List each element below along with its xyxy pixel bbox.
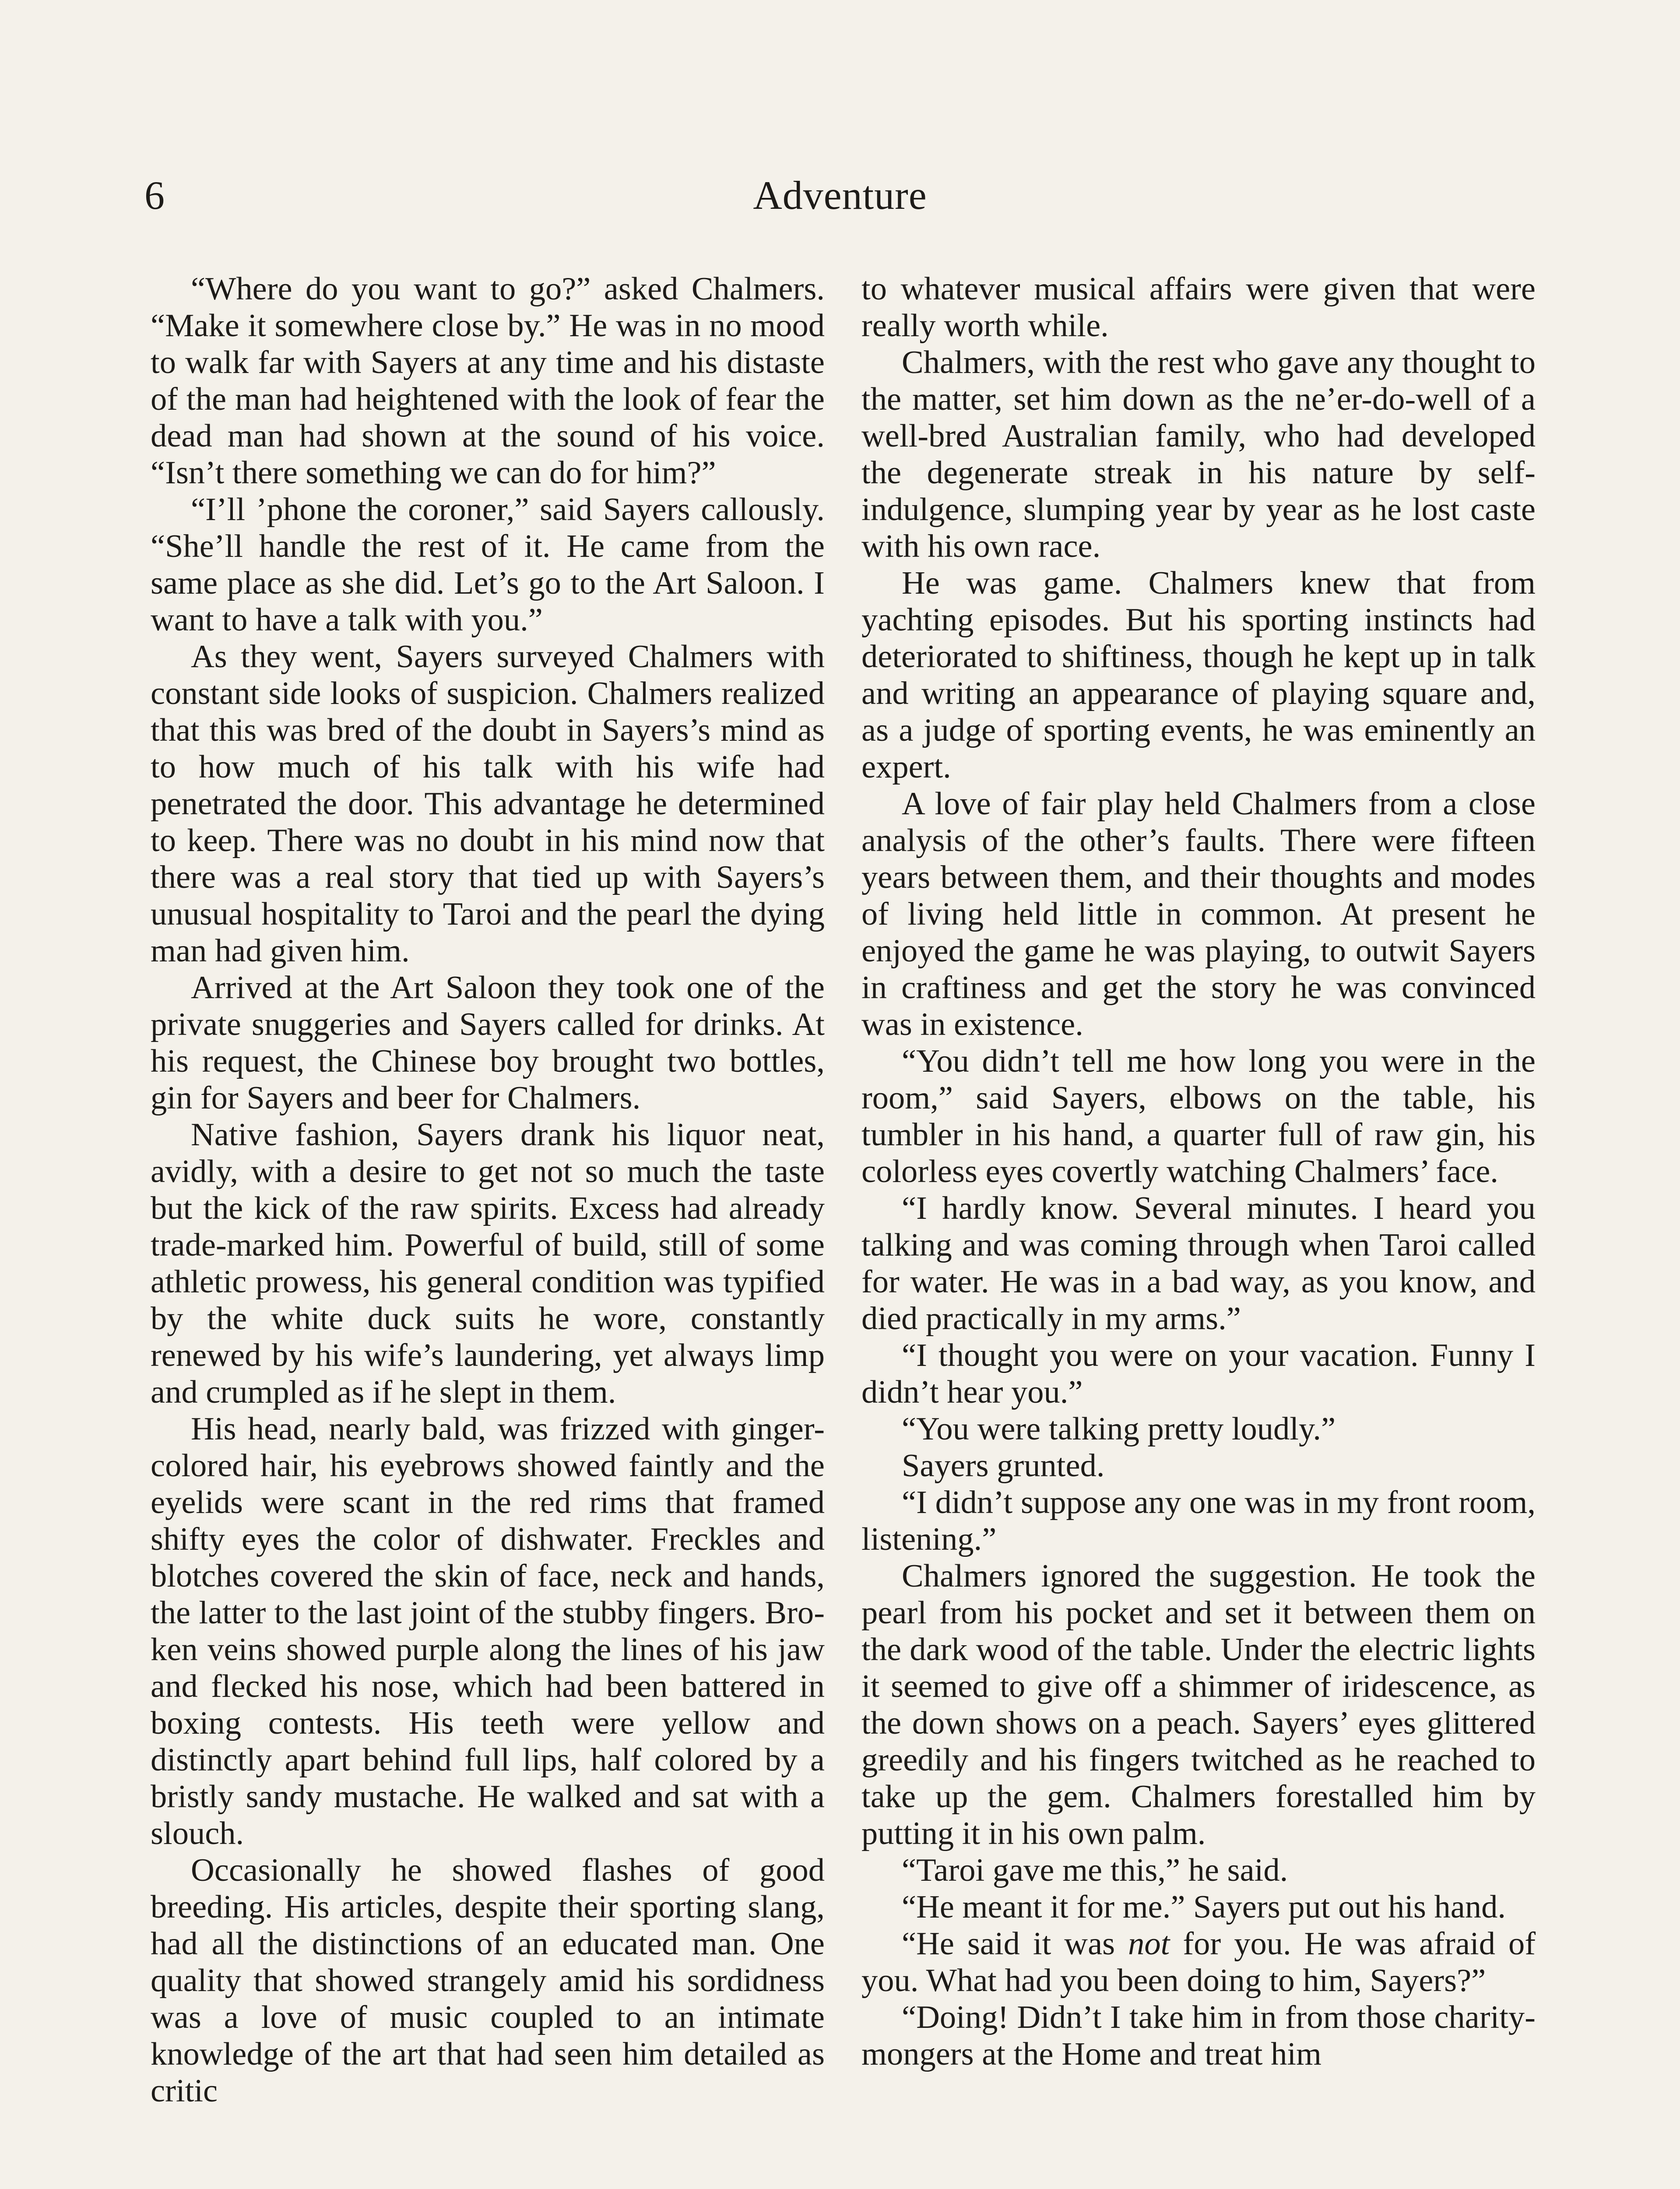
continued-paragraph: to whatever musical affairs were given that were really worth while. bbox=[861, 271, 1536, 344]
paragraph bbox=[861, 1925, 1536, 1999]
paragraph: “You were talking pretty loudly.” bbox=[902, 1411, 1336, 1447]
paragraph: “He meant it for me.” Sayers put out his hand. bbox=[902, 1889, 1506, 1925]
right-text-column bbox=[861, 271, 1536, 2073]
emphasis-text: not bbox=[1128, 1926, 1170, 1962]
paragraph: A love of fair play held Chalmers from a close analysis of the other’s faults. There were fifteen years between them, and their thoughts and modes of living held little in common. At present he enjoyed the game he was playing, to outwit Sayers in craftiness and get the story he was convinced was in existence. bbox=[861, 786, 1536, 1042]
paragraph: Native fashion, Sayers drank his liquor neat, avidly, with a desire to get not so much the taste but the kick of the raw spirits. Excess had already trade-marked him. Powerful of build, still of some athletic prowess, his general condition was typified by the white duck suits he wore, constantly renewed by his wife’s laundering, yet always limp and crumpled as if he slept in them. bbox=[151, 1117, 825, 1410]
paragraph: “I hardly know. Several minutes. I heard you talking and was coming through when Taroi called for water. He was in a bad way, as you know, and died practically in my arms.” bbox=[861, 1190, 1536, 1337]
page-number: 6 bbox=[144, 173, 165, 218]
paragraph: Chalmers ignored the suggestion. He took the pearl from his pocket and set it between them on the dark wood of the table. Under the electric lights it seemed to give off a shimmer of iridescence, as the down shows on a peach. Sayers’ eyes glittered greedily and his fingers twitched as he reached to take up the gem. Chalmers forestalled him by putting it in his own palm. bbox=[861, 1558, 1536, 1851]
paragraph-text: for you. He was afraid of you. What had you been doing to him, Sayers?” bbox=[861, 1926, 1536, 1999]
paragraph: “I thought you were on your vacation. Funny I didn’t hear you.” bbox=[861, 1337, 1536, 1410]
paragraph: “Doing! Didn’t I take him in from those charity-mongers at the Home and treat him bbox=[861, 1999, 1536, 2072]
paragraph-text: “He said it was bbox=[902, 1926, 1128, 1962]
paragraph: As they went, Sayers surveyed Chalmers with constant side looks of suspicion. Chalmers realized that this was bred of the doubt in Sayers’s mind as to how much of his talk with his wife had penetrated the door. This advantage he determined to keep. There was no doubt in his mind now that there was a real story that tied up with Sayers’s unusual hospitality to Taroi and the pearl the dying man had given him. bbox=[151, 639, 825, 969]
paragraph: “I didn’t suppose any one was in my front room, listening.” bbox=[861, 1485, 1536, 1557]
paragraph: “You didn’t tell me how long you were in the room,” said Sayers, elbows on the table, his tumbler in his hand, a quarter full of raw gin, his colorless eyes covertly watching Chalmers’ face. bbox=[861, 1043, 1536, 1190]
paragraph: “Taroi gave me this,” he said. bbox=[902, 1852, 1288, 1888]
paragraph: Arrived at the Art Saloon they took one of the private snuggeries and Sayers called for drinks. At his request, the Chinese boy brought two bottles, gin for Sayers and beer for Chalmers. bbox=[151, 970, 825, 1116]
paragraph: Sayers grunted. bbox=[902, 1448, 1105, 1484]
paragraph: “I’ll ’phone the coroner,” said Sayers callously. “She’ll handle the rest of it. He came from the same place as she did. Let’s go to the Art Saloon. I want to have a talk with you.” bbox=[151, 492, 825, 638]
paragraph: “Where do you want to go?” asked Chalmers. “Make it somewhere close by.” He was in no mood to walk far with Sayers at any time and his distaste of the man had heightened with the look of fear the dead man had shown at the sound of his voice. “Isn’t there something we can do for him?” bbox=[151, 271, 825, 491]
paragraph: Occasionally he showed flashes of good breeding. His articles, despite their sporting slang, had all the distinctions of an educated man. One quality that showed strangely amid his sordidness was a love of music coupled to an intimate knowledge of the art that had seen him detailed as critic bbox=[151, 1852, 825, 2109]
paragraph: He was game. Chalmers knew that from yachting episodes. But his sporting instincts had deteriorated to shiftiness, though he kept up in talk and writing an appearance of playing square and, as a judge of sporting events, he was eminently an expert. bbox=[861, 565, 1536, 785]
left-text-column bbox=[151, 271, 825, 2109]
paragraph: Chalmers, with the rest who gave any thought to the matter, set him down as the ne’er-do-well of a well-bred Australian family, who had developed the degenerate streak in his nature by self-indulgence, slumping year by year as he lost caste with his own race. bbox=[861, 345, 1536, 564]
paragraph: His head, nearly bald, was frizzed with ginger-colored hair, his eyebrows showed faintly and the eyelids were scant in the red rims that framed shifty eyes the color of dishwater. Freckles and blotches covered the skin of face, neck and hands, the latter to the last joint of the stubby fingers. Broken veins showed purple along the lines of his jaw and flecked his nose, which had been battered in boxing contests. His teeth were yellow and distinctly apart behind full lips, half colored by a bristly sandy mustache. He walked and sat with a slouch. bbox=[151, 1411, 825, 1851]
running-title: Adventure bbox=[753, 173, 927, 218]
